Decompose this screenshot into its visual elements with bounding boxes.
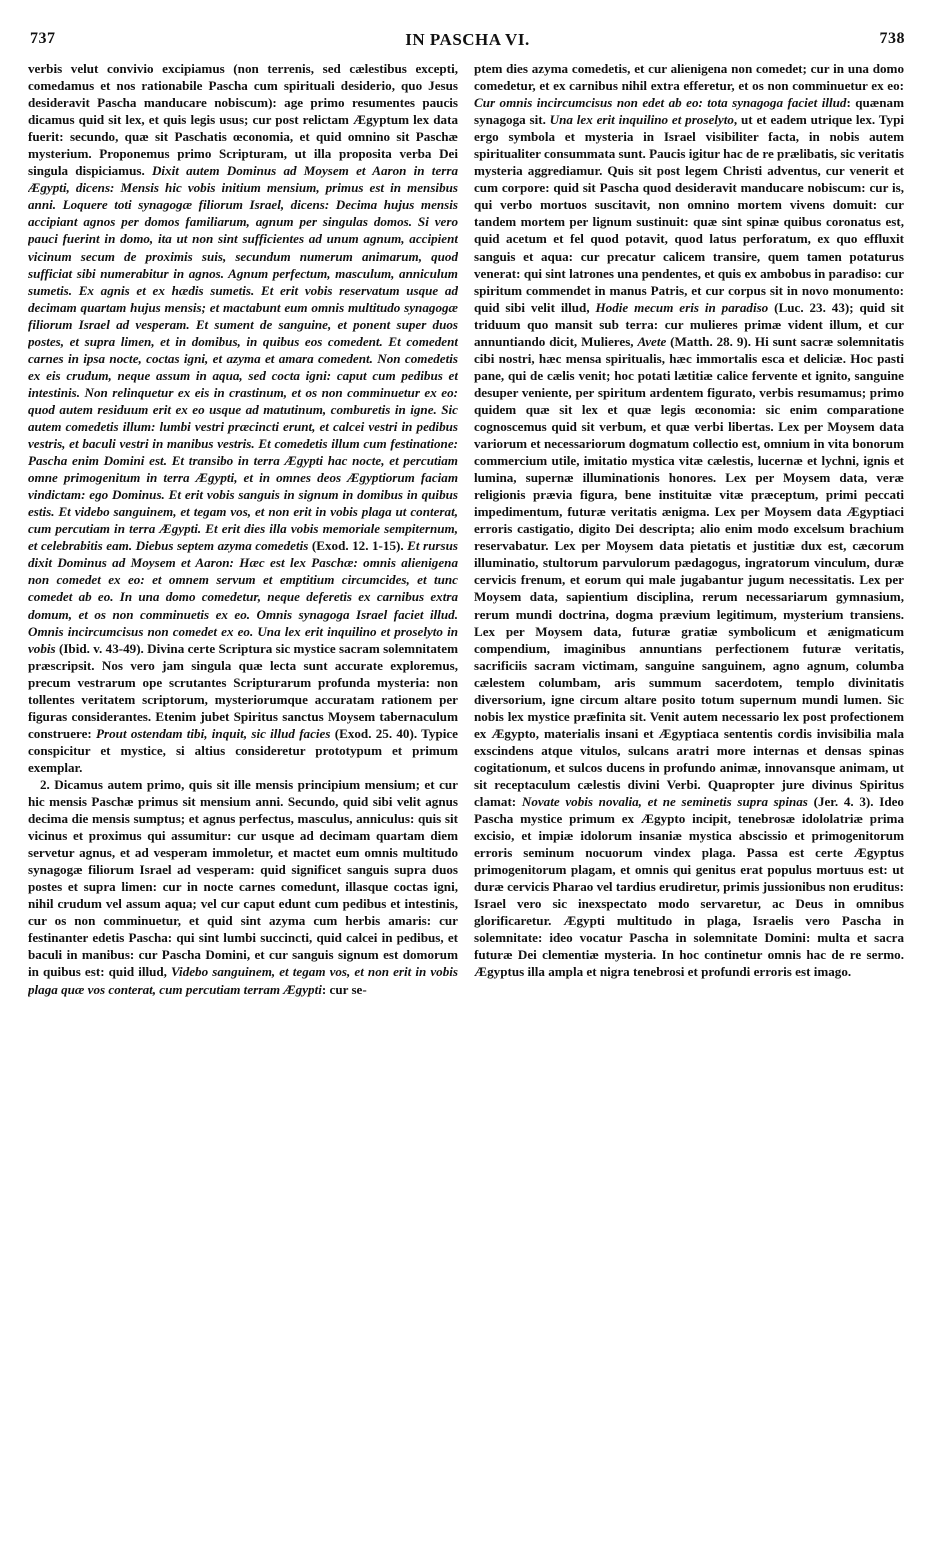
videbo-quotation: Videbo sanguinem, et tegam vos, et non erit in vobis plaga quæ vos conterat, cum percutiam terram Ægypti bbox=[28, 964, 458, 997]
synagoga-text: : quænam synagoga sit. bbox=[474, 95, 904, 128]
commentary-text: Divina certe Scriptura sic mystice sacram solemnitatem præscripsit. Nos vero jam singula quæ lecta sunt accurate exploremus, precum vestrarum ope scrutantes Scripturarum profunda mysteria: non tollentes veritatem scriptorum, mysteriorumque accuratam rationem per figuras considerantes. Etenim jubet Spiritus sanctus Moysem tabernaculum construere: bbox=[28, 640, 458, 741]
luke-reference-text: (Luc. 23. 43); quid sit triduum quo mansit sub terra: cur mulieres primæ vident illum, et cur annuntiando dicit, Mulieres, bbox=[474, 299, 904, 349]
right-paragraph-1 bbox=[474, 60, 904, 981]
ibid-reference: (Ibid. v. 43-49). bbox=[58, 640, 144, 656]
incircumcisus-quotation: Cur omnis incircumcisus non edet ab eo: tota synagoga faciet illud bbox=[474, 95, 847, 111]
novate-quotation: Novate vobis novalia, et ne seminetis supra spinas bbox=[521, 794, 808, 810]
exodus-25-reference: (Exod. 25. 40). Typice conspicitur et mystice, si altius consideretur prototypum et primum exemplar. bbox=[28, 725, 458, 775]
avete-quotation: Avete bbox=[637, 333, 667, 349]
right-opening-text: ptem dies azyma comedetis, et cur alienigena non comedet; cur in una domo comedetur, et ex carnibus nihil extra efferetur, et os non comminuetur ex eo: bbox=[474, 61, 904, 94]
page-header bbox=[0, 30, 935, 54]
left-column-tail: : cur se- bbox=[321, 981, 367, 997]
una-lex-quotation: Una lex erit inquilino et proselyto bbox=[549, 112, 734, 128]
section-2-text: 2. Dicamus autem primo, quis sit ille mensis principium mensium; et cur hic mensis Paschæ primus sit mensium anni. Secundo, quid sibi velit agnus decima die mensis sumptus; et agnus perfectus, masculus, anniculus: quis sit vicinus et proximus qui assumitur: cur usque ad decimam quartam diem servetur agnus, et ad vesperam immoletur, et mactet eum omnis multitudo synagogæ filiorum Israel ad vesperam: quid significet sanguis supra duos postes et supra limen: cur in nocte carnes comedunt, illasque coctas igni, nihil crudum vel assum aqua; vel cur caput edunt cum pedibus et intestinis, cur os non comminuetur, et quid sint azyma cum herbis amaris: cur festinanter edetis Pascha: qui sint lumbi succincti, quid calcei in pedibus, et baculi in manibus: cur Pascha Domini, et cur sanguis signum est domorum in quibus est: quid illud, bbox=[28, 776, 458, 980]
lex-per-moysem-text: (Matth. 28. 9). Hi sunt sacræ solemnitatis cibi nostri, hæc mensa spiritualis, hæc immortalis esca et deliciæ. Hoc pasti pane, qui de cælis venit; hoc potati lætitiæ calice fervente et ignito, sanguine desuper veniente, per spiritum ardentem figurato, verbis resumamus; primo quidem quæ sit lex et quæ legis œconomia: sic enim comparatione cognoscemus quid sit verbum, et quæ verbi libertas. Lex per Moysem data variorum et necessariorum dogmatum collectio est, omnium in vita bonorum commercium utile, imitatio mystica vitæ cælestis, lucernæ et lychni, ignis et lumina, supernæ illuminationis honores. Lex per Moysem data, veræ religionis prævia figura, bene instituitæ vitæ præceptum, primi peccati impedimentum, futuræ veritatis ænigma. Lex per Moysem data Ægyptiaci erroris castigatio, digito Dei descripta; alio enim modo excelsum brachium reservabatur. Lex per Moysem data pietatis et justitiæ dux est, cæcorum illuminatio, stultorum parvulorum pædagogus, ingratorum vinculum, duræ cervicis frenum, et eorum qui male jugabantur jugum necessitatis. Lex per Moysem data, sapientium disciplina, rerum necessariarum gymnasium, rerum mundi doctrina, dogma prævium legitimum, mysterium transiens. Lex per Moysem data, futuræ gratiæ symbolicum et ænigmaticum compendium, imaginibus annuntians perfectionem futuræ veritatis, sacrificiis sacram victimam, sanguine sanguinem, agno agnum, columba cælestem columbam, aris summum sacerdotem, templo divinitatis diversorium, igne circum altare posito totum supernum mundi lumen. Sic nobis lex mystice præfinita sit. Venit autem necessario lex post profectionem ex Ægypto, materialis insani et Ægyptiaca sententis cordis invisibilia mala exscindens atque vitulos, sulcans aratri more internas et densas spinas cogitationum, et sulcos ducens in profundo animæ, innovansque animam, ut sit receptaculum cælestis divini Verbi. Quapropter jure divinus Spiritus clamat: bbox=[474, 333, 904, 810]
running-title: IN PASCHA VI. bbox=[405, 30, 530, 49]
exodus-reference: (Exod. 12. 1-15). bbox=[311, 538, 404, 554]
left-column-number: 737 bbox=[30, 30, 56, 47]
left-text-column bbox=[28, 60, 458, 1530]
left-paragraph-1 bbox=[28, 60, 458, 776]
exodus-quotation-2: Et rursus dixit Dominus ad Moysem et Aaron: Hæc est lex Paschæ: omnis alienigena non comedet ex eo: et omnem servum et emptitium circumcides, et tunc comedet ab eo. In una domo comedetur, neque deferetis ex carnibus extra domum, et os non comminuetis ex eo. Omnis synagoga Israel faciet illud. Omnis incircumcisus non comedet ex eo. Una lex erit inquilino et proselyto in vobis bbox=[28, 538, 458, 656]
intro-text: verbis velut convivio excipiamus (non terrenis, sed cælestibus excepti, comedamus et nos rationabile Pascha cum spirituali desiderio, quo Jesus desideravit Pascha manducare nobiscum): age primo resumentes paucis dicamus quid sit lex, et quis legis usus; cur post relictam Ægyptum lex data fuerit: secundo, quæ sit Paschatis œconomia, et quid omnino sit Paschæ mysterium. Proponemus primo Scripturam, ut illa proposita verba Dei singula dispiciamus. bbox=[28, 61, 458, 179]
exodus-quotation: Dixit autem Dominus ad Moysem et Aaron in terra Ægypti, dicens: Mensis hic vobis initium mensium, primus est in mensibus anni. Loquere toti synagogæ filiorum Israel, dicens: Decima hujus mensis accipiant agnos per domos familiarum, agnum per singulas domos. Si vero pauci fuerint in domo, ita ut non sint sufficientes ad unum agnum, accipient vicinum secum de proximis suis, secundum numerum animarum, quod sufficiat sibi numerabitur in agnos. Agnum perfectum, masculum, anniculum sumetis. Ex agnis et ex hædis sumetis. Et erit vobis reservatum usque ad decimam quartam hujus mensis; et mactabunt eum omnis multitudo synagogæ filiorum Israel ad vesperam. Et sument de sanguine, et ponent super duos postes, et supra limen, et in domibus, in quibus eos comedent. Et comedent carnes in ipsa nocte, coctas igni, et azyma et amara comedent. Non comedetis ex eis crudum, neque assum in aqua, sed cocta igni: caput cum pedibus et intestinis. Non relinquetur ex eis in crastinum, et os non comminuetur ex eo: quod autem residuum erit ex eo usque ad matutinum, comburetis in igne. Sic autem comedetis illum: lumbi vestri præcincti erunt, et calcei vestri in pedibus vestris, et baculi vestri in manibus vestris. Et comedetis illum cum festinatione: Pascha enim Domini est. Et transibo in terra Ægypti hac nocte, et percutiam omne primogenitum in terra Ægypti, et in omnes deos Ægyptiorum faciam vindictam: ego Dominus. Et erit vobis sanguis in signum in domibus in quibus estis. Et videbo sanguinem, et tegam vos, et non erit in vobis plaga ut conterat, cum percutiam in terra Ægypti. Et erit dies illa vobis memoriale sempiternum, et celebrabitis eam. Diebus septem azyma comedetis bbox=[28, 163, 458, 554]
tabernacle-quotation: Prout ostendam tibi, inquit, sic illud facies bbox=[96, 725, 331, 741]
hodie-quotation: Hodie mecum eris in paradiso bbox=[595, 299, 769, 315]
right-closing-text: (Jer. 4. 3). Ideo Pascha mystice primum ex Ægypto incipit, tenebrosæ idololatriæ prima excisio, et impiæ idolorum insaniæ mystica abscissio et primogenitorum erroris seminum nocuorum vindex plaga. Passa est certe Ægyptus primogenitorum plagam, et omnis qui genitus erat populus mortuus est: ut duræ cervicis Pharao vel tardius erudiretur, primis jussionibus non eruditus: Israel vero sic inexspectato modo servaretur, ac Deus in omnibus glorificaretur. Ægypti multitudo in plaga, Israelis vero Pascha in solemnitate: ideo vocatur Pascha in solemnitate Domini: multa et sacra futuræ Dei clementiæ mysteria. In hoc continetur omnis hac de re sermo. Ægyptus illa ampla et nigra tenebrosi et profundi erroris est imago. bbox=[474, 794, 904, 980]
right-commentary-text: , ut et eadem utrique lex. Typi ergo symbola et mysteria in Israel visibiliter facta, in nobis autem spiritualiter consummata sunt. Paucis igitur hac de re prælibatis, sic veritatis mysteria aggrediamur. Quis sit post legem Christi adventus, cur venerit et cum corpore: quid sit Pascha quod desideravit manducare nobiscum: cur is, qui verbo mortuos suscitavit, non omnino mortem vivens domuit: cur tandem mortem per lignum sustinuit: quæ sint spinæ quibus coronatus est, quid acetum et fel quod potavit, quod latus perforatum, ex quo effluxit sanguis et aqua: cur precatur calicem transire, quem tamen potaturus venerat: qui sint latrones una pendentes, et quis ex ambobus in paradiso: cur spiritum commendet in manus Patris, et cur corpus sit in novo monumento: quid sibi velit illud, bbox=[474, 112, 904, 315]
left-paragraph-2 bbox=[28, 776, 458, 998]
right-column-number: 738 bbox=[879, 30, 905, 47]
right-text-column bbox=[474, 60, 904, 1530]
